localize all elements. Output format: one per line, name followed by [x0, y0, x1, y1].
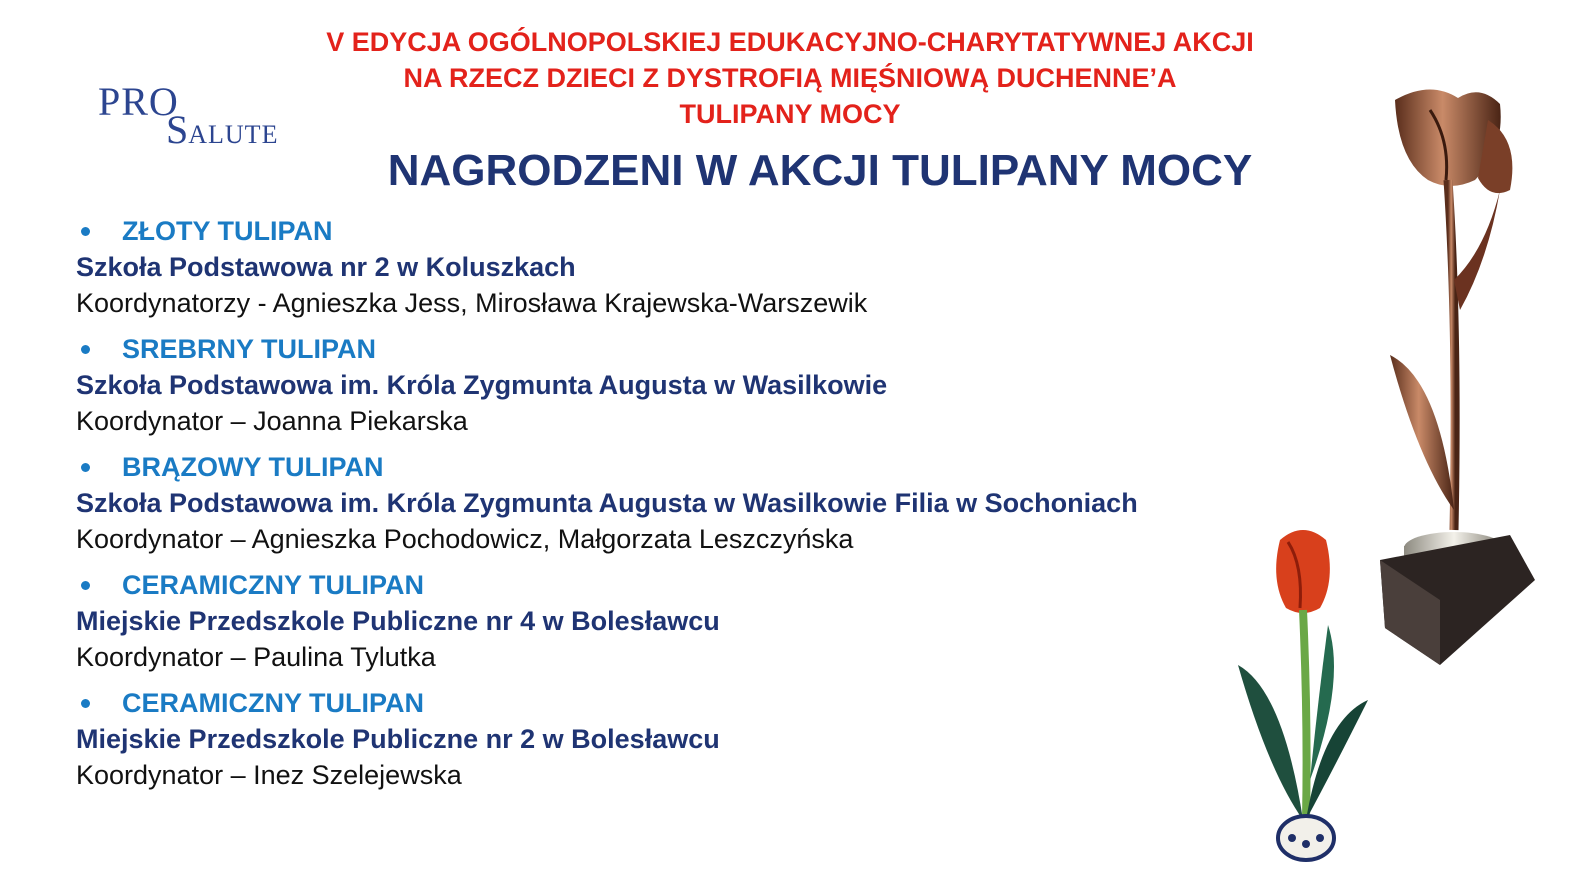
bullet-icon — [81, 463, 90, 472]
award-item — [76, 567, 1248, 675]
award-coordinator: Koordynator – Paulina Tylutka — [76, 642, 436, 672]
award-school: Szkoła Podstawowa nr 2 w Koluszkach — [76, 252, 576, 282]
logo-pro: PRO — [98, 79, 179, 124]
ceramic-tulip-icon — [1228, 520, 1378, 870]
award-name: ZŁOTY TULIPAN — [76, 213, 1248, 249]
event-header — [230, 24, 1350, 132]
award-school: Miejskie Przedszkole Publiczne nr 4 w Bolesławcu — [76, 606, 720, 636]
award-coordinator: Koordynator – Inez Szelejewska — [76, 760, 462, 790]
header-line-1: V EDYCJA OGÓLNOPOLSKIEJ EDUKACYJNO-CHARYTATYWNEJ AKCJI — [326, 27, 1254, 57]
award-item — [76, 685, 1248, 793]
bronze-tulip-trophy-icon — [1370, 80, 1550, 670]
award-name: BRĄZOWY TULIPAN — [76, 449, 1248, 485]
bullet-icon — [81, 581, 90, 590]
bullet-icon — [81, 699, 90, 708]
header-line-3: TULIPANY MOCY — [679, 99, 901, 129]
award-coordinator: Koordynatorzy - Agnieszka Jess, Mirosława Krajewska-Warszewik — [76, 288, 868, 318]
header-line-2: NA RZECZ DZIECI Z DYSTROFIĄ MIĘŚNIOWĄ DUCHENNE’A — [403, 63, 1177, 93]
bullet-icon — [81, 227, 90, 236]
awards-list — [76, 213, 1248, 803]
award-item — [76, 449, 1248, 557]
award-item — [76, 213, 1248, 321]
logo-salute — [166, 106, 278, 153]
award-school: Miejskie Przedszkole Publiczne nr 2 w Bolesławcu — [76, 724, 720, 754]
page-title: NAGRODZENI W AKCJI TULIPANY MOCY — [387, 146, 1253, 195]
award-name: CERAMICZNY TULIPAN — [76, 567, 1248, 603]
bullet-icon — [81, 345, 90, 354]
award-item — [76, 331, 1248, 439]
award-school: Szkoła Podstawowa im. Króla Zygmunta Augusta w Wasilkowie — [76, 370, 888, 400]
award-school: Szkoła Podstawowa im. Króla Zygmunta Augusta w Wasilkowie Filia w Sochoniach — [76, 488, 1138, 518]
logo-salute-initial: S — [166, 107, 189, 152]
award-name: CERAMICZNY TULIPAN — [76, 685, 1248, 721]
award-coordinator: Koordynator – Joanna Piekarska — [76, 406, 468, 436]
logo-salute-rest: ALUTE — [188, 120, 279, 149]
pro-salute-logo — [98, 78, 308, 152]
award-coordinator: Koordynator – Agnieszka Pochodowicz, Małgorzata Leszczyńska — [76, 524, 854, 554]
award-name: SREBRNY TULIPAN — [76, 331, 1248, 367]
